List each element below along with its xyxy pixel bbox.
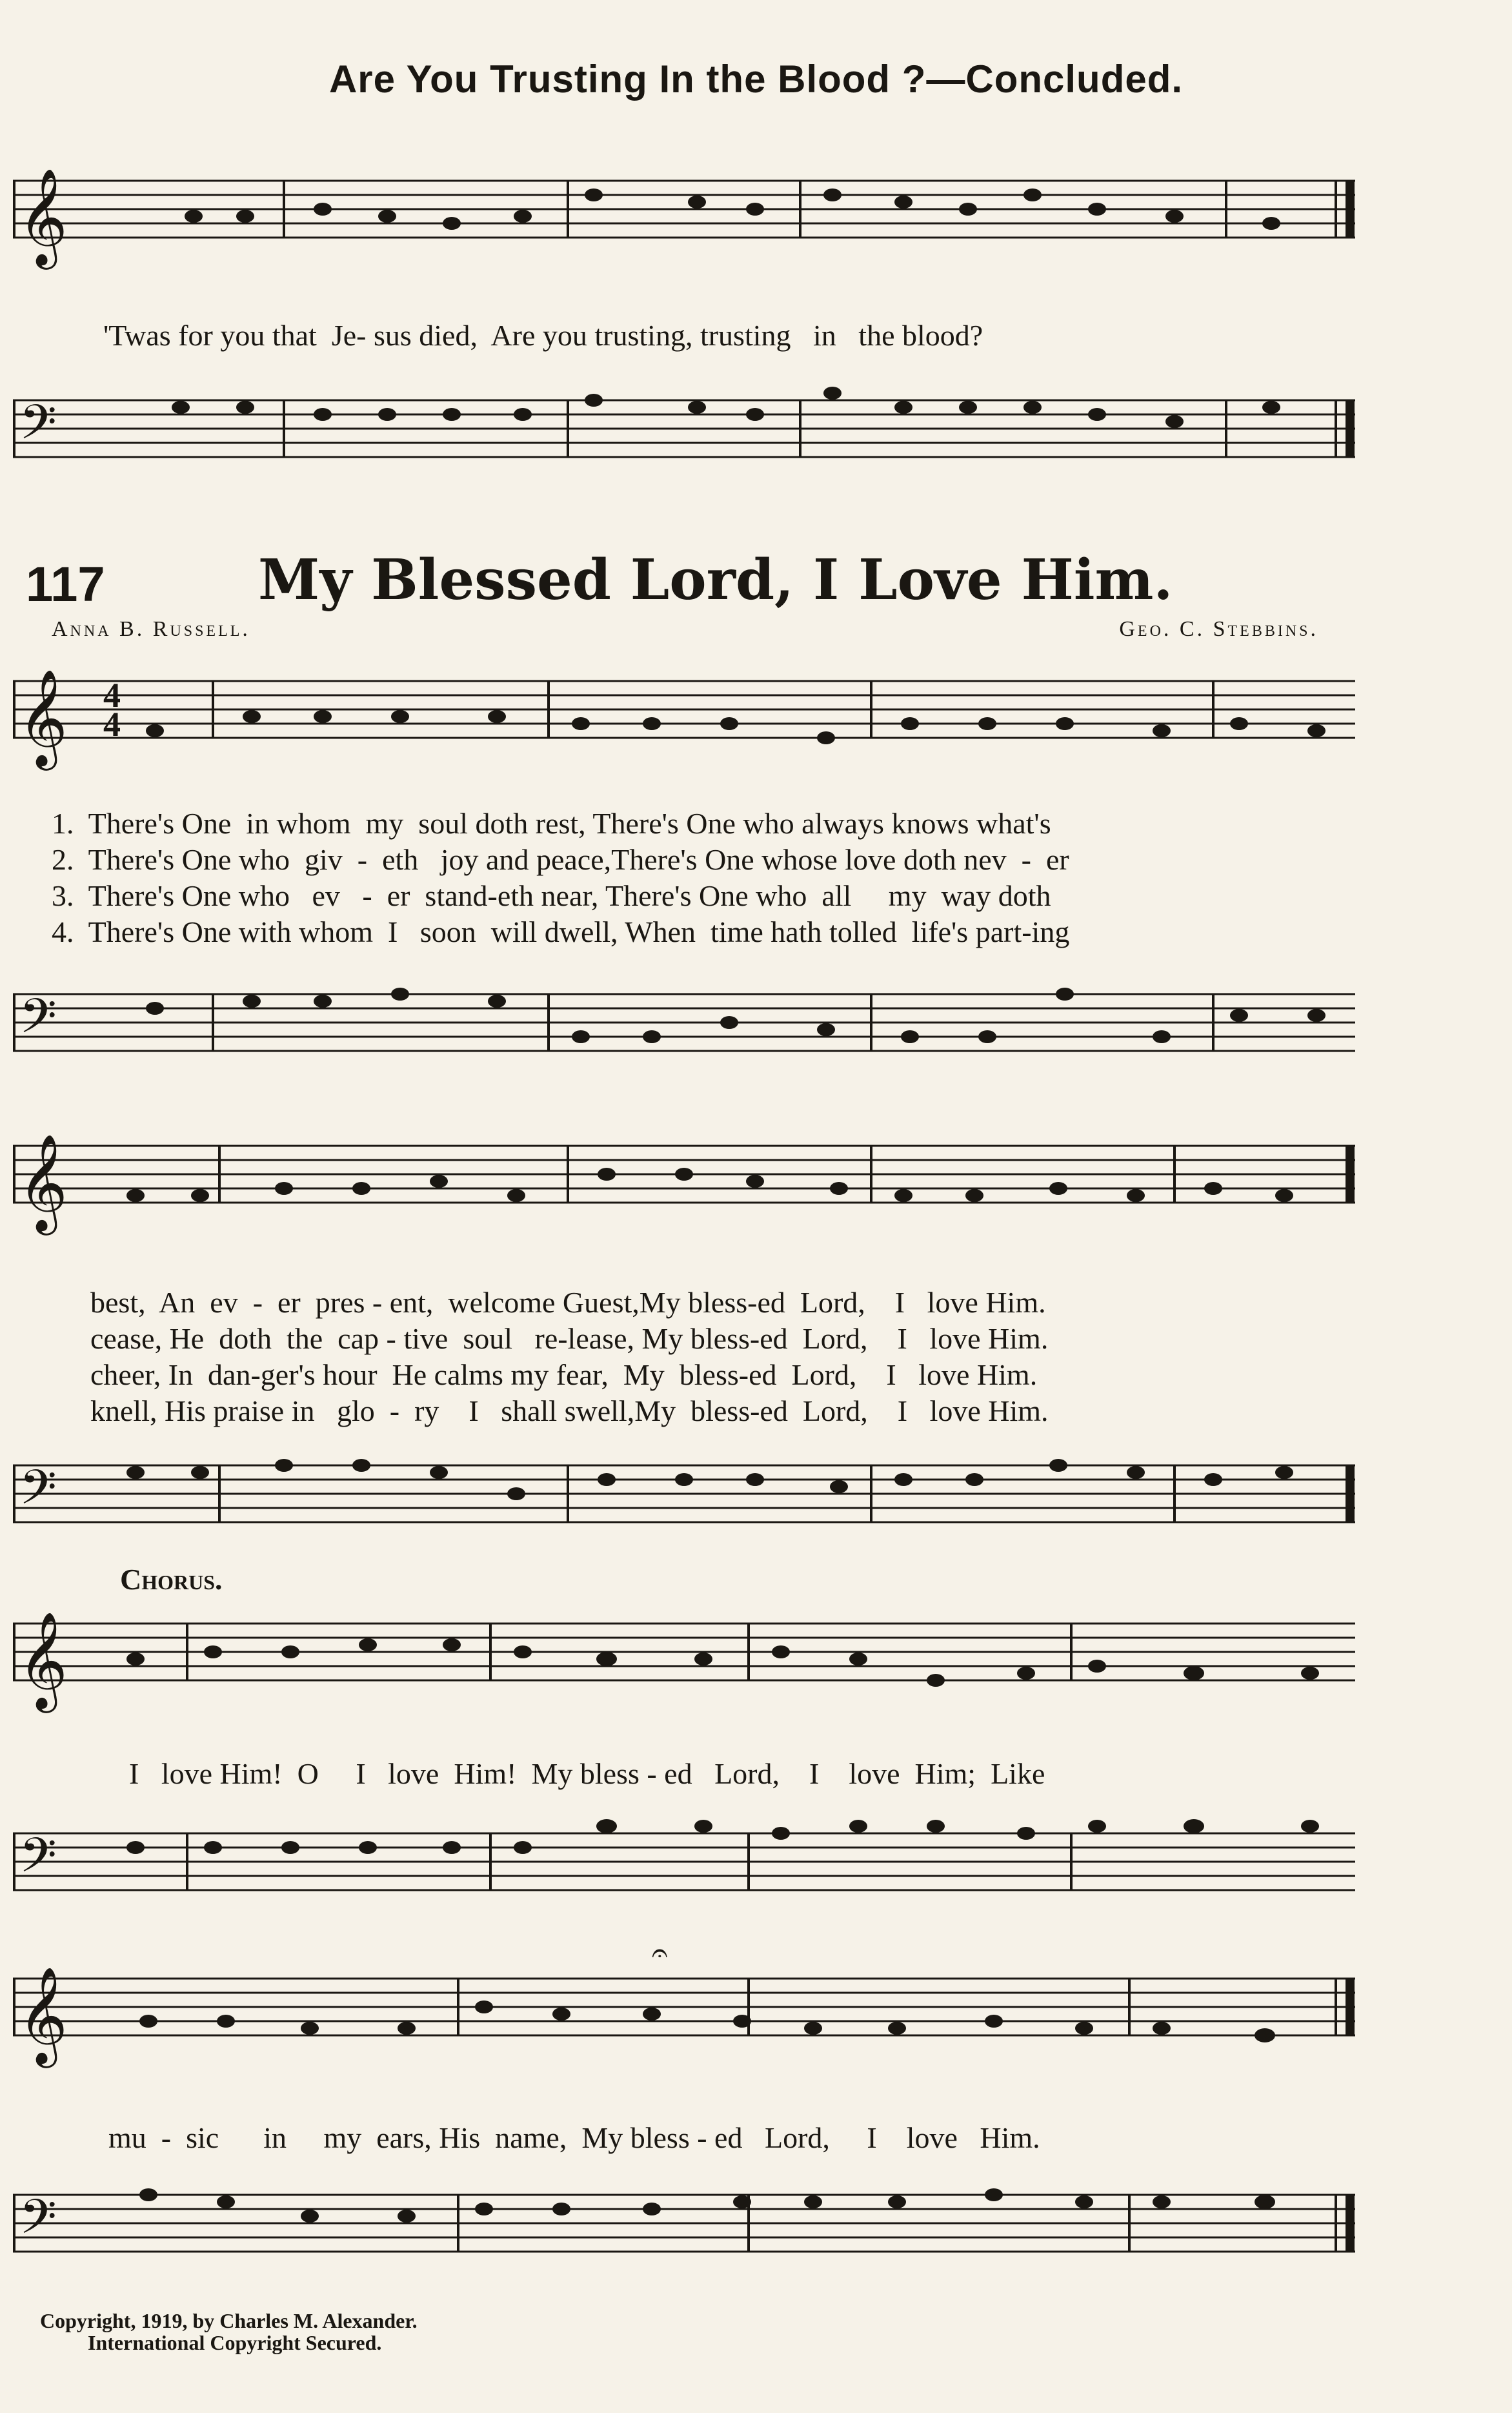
chorus-lyric-line-2: mu - sic in my ears, His name, My bless - ed Lord, I love Him. bbox=[108, 2121, 1040, 2154]
verse-2-line-a: 2. There's One who giv - eth joy and peace,There's One whose love doth nev - er bbox=[52, 843, 1069, 876]
verse-4-line-b: knell, His praise in glo - ry I shall swell,My bless-ed Lord, I love Him. bbox=[90, 1394, 1049, 1427]
hymn-title: My Blessed Lord, I Love Him. bbox=[258, 547, 1173, 613]
hymn-composer: Geo. C. Stebbins. bbox=[1119, 617, 1318, 641]
verse-3-line-b: cheer, In dan-ger's hour He calms my fear, My bless-ed Lord, I love Him. bbox=[90, 1358, 1038, 1391]
svg-text:𝄐: 𝄐 bbox=[652, 1943, 668, 1970]
verse-1-line-a: 1. There's One in whom my soul doth rest, There's One who always knows what's bbox=[52, 807, 1051, 840]
treble-staff-system-1 bbox=[0, 652, 1512, 800]
bass-staff-previous bbox=[0, 368, 1512, 497]
svg-text:𝄞: 𝄞 bbox=[18, 668, 68, 766]
svg-text:𝄞: 𝄞 bbox=[18, 1133, 68, 1231]
svg-text:4: 4 bbox=[103, 705, 121, 744]
svg-text:4: 4 bbox=[103, 676, 121, 715]
svg-text:𝄞: 𝄞 bbox=[18, 1611, 68, 1709]
hymn-author: Anna B. Russell. bbox=[52, 617, 250, 641]
treble-staff-chorus-2 bbox=[0, 1943, 1512, 2098]
treble-staff-previous bbox=[0, 155, 1512, 290]
svg-text:𝄢: 𝄢 bbox=[19, 2189, 57, 2257]
verse-2-line-b: cease, He doth the cap - tive soul re-lease, My bless-ed Lord, I love Him. bbox=[90, 1322, 1049, 1355]
bass-staff-system-1 bbox=[0, 962, 1512, 1091]
page-header-title: Are You Trusting In the Blood ?—Concluded. bbox=[328, 57, 1184, 101]
chorus-lyric-line-1: I love Him! O I love Him! My bless - ed Lord, I love Him; Like bbox=[129, 1757, 1045, 1790]
verse-4-line-a: 4. There's One with whom I soon will dwell, When time hath tolled life's part-ing bbox=[52, 915, 1070, 948]
bass-staff-chorus-2 bbox=[0, 2163, 1512, 2292]
bass-staff-system-2 bbox=[0, 1433, 1512, 1562]
copyright-notice bbox=[40, 2310, 418, 2354]
svg-text:𝄞: 𝄞 bbox=[18, 167, 68, 265]
chorus-label: Chorus. bbox=[120, 1563, 223, 1596]
svg-text:𝄢: 𝄢 bbox=[19, 394, 57, 462]
treble-staff-system-2 bbox=[0, 1117, 1512, 1265]
svg-text:𝄢: 𝄢 bbox=[19, 988, 57, 1056]
svg-text:𝄢: 𝄢 bbox=[19, 1828, 57, 1895]
hymn-number: 117 bbox=[26, 557, 105, 612]
copyright-line-2: International Copyright Secured. bbox=[88, 2331, 382, 2354]
svg-text:𝄞: 𝄞 bbox=[18, 1966, 68, 2064]
treble-staff-chorus-1 bbox=[0, 1594, 1512, 1743]
previous-hymn-lyric: 'Twas for you that Je- sus died, Are you trusting, trusting in the blood? bbox=[103, 319, 983, 352]
bass-staff-chorus-1 bbox=[0, 1801, 1512, 1930]
verse-1-line-b: best, An ev - er pres - ent, welcome Guest,My bless-ed Lord, I love Him. bbox=[90, 1286, 1046, 1319]
copyright-line-1: Copyright, 1919, by Charles M. Alexander. bbox=[40, 2309, 418, 2332]
svg-text:𝄢: 𝄢 bbox=[19, 1460, 57, 1527]
verse-3-line-a: 3. There's One who ev - er stand-eth near, There's One who all my way doth bbox=[52, 879, 1051, 912]
